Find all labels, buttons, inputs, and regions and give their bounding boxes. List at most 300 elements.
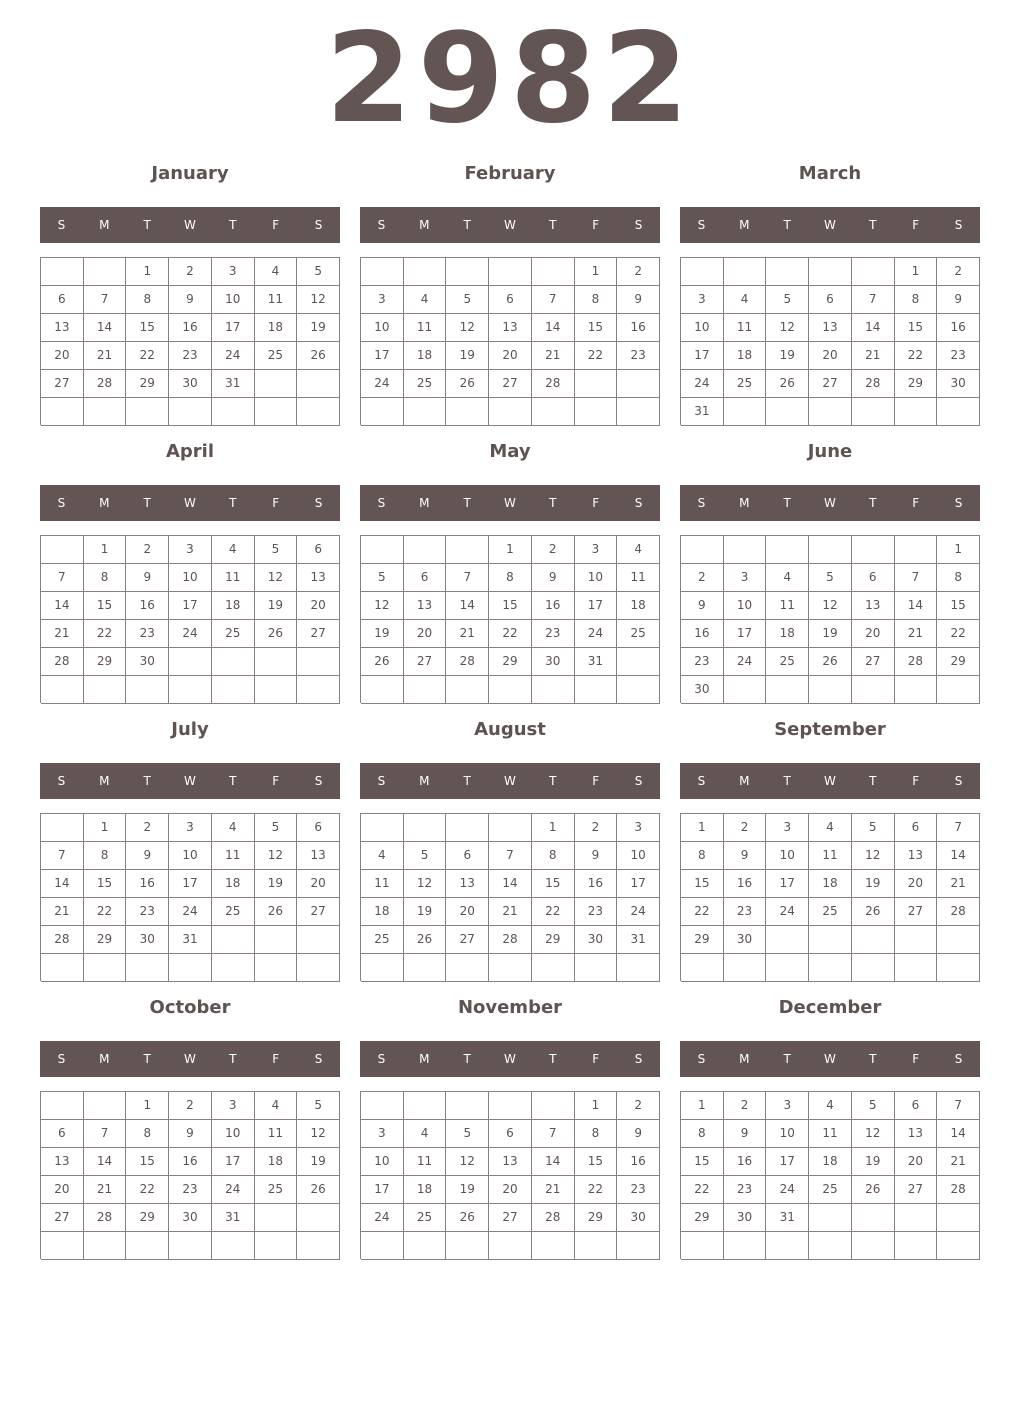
day-cell [809,258,852,286]
day-cell: 3 [724,564,767,592]
day-cell: 8 [532,842,575,870]
day-cell: 9 [575,842,618,870]
day-cell: 8 [84,564,127,592]
day-cell [169,398,212,426]
weekday-label: M [739,218,750,232]
month-name: December [778,997,882,1018]
day-cell: 2 [169,258,212,286]
day-cell [361,536,404,564]
day-cell: 26 [404,926,447,954]
day-cell: 23 [724,1176,767,1204]
weekday-label: F [272,218,280,232]
day-cell [212,648,255,676]
day-cell: 4 [404,1120,447,1148]
day-cell: 15 [575,314,618,342]
day-cell: 7 [937,814,980,842]
day-cell: 2 [617,258,660,286]
day-cell: 23 [575,898,618,926]
day-cell [766,676,809,704]
day-cell [532,398,575,426]
weekday-label: F [272,1052,280,1066]
day-cell: 10 [724,592,767,620]
day-cell [532,676,575,704]
day-cell: 15 [489,592,532,620]
day-grid [360,1091,660,1259]
day-cell: 3 [212,1092,255,1120]
day-cell [895,926,938,954]
day-cell: 10 [169,842,212,870]
month-name: April [165,441,215,462]
day-cell [937,1232,980,1260]
day-cell: 11 [724,314,767,342]
day-cell: 20 [852,620,895,648]
day-cell: 20 [895,1148,938,1176]
weekday-label: T [869,496,877,510]
day-cell [532,1232,575,1260]
day-cell [532,1092,575,1120]
day-cell: 16 [617,1148,660,1176]
day-cell: 30 [575,926,618,954]
day-cell [404,814,447,842]
day-cell: 28 [84,370,127,398]
day-cell: 23 [724,898,767,926]
day-cell: 4 [212,814,255,842]
day-cell: 24 [681,370,724,398]
day-cell: 4 [809,1092,852,1120]
month-name: June [807,441,853,462]
day-cell: 8 [937,564,980,592]
day-cell: 28 [852,370,895,398]
day-cell: 4 [404,286,447,314]
day-cell: 20 [489,342,532,370]
day-cell: 22 [575,342,618,370]
day-cell: 28 [895,648,938,676]
day-cell [809,676,852,704]
day-cell: 20 [297,870,340,898]
day-cell: 5 [852,814,895,842]
day-cell: 22 [681,1176,724,1204]
day-cell [617,676,660,704]
day-grid [680,813,980,981]
day-cell: 18 [617,592,660,620]
day-grid [40,257,340,425]
weekday-label: W [504,496,516,510]
day-cell [404,536,447,564]
day-cell [532,954,575,982]
day-cell: 13 [41,314,84,342]
weekday-label: F [592,774,600,788]
day-cell: 15 [532,870,575,898]
day-cell [895,398,938,426]
weekday-label: S [954,496,963,510]
day-cell: 17 [212,1148,255,1176]
day-cell: 27 [404,648,447,676]
day-cell: 26 [255,898,298,926]
month-name: February [464,163,556,184]
day-cell: 25 [361,926,404,954]
day-cell: 26 [852,1176,895,1204]
day-cell [895,536,938,564]
weekday-label: T [549,774,557,788]
day-cell: 31 [766,1204,809,1232]
day-cell: 23 [126,620,169,648]
day-cell: 5 [809,564,852,592]
weekday-label: S [314,496,323,510]
day-cell: 25 [809,1176,852,1204]
day-cell: 5 [255,536,298,564]
day-cell [766,398,809,426]
day-cell: 21 [532,342,575,370]
day-cell [681,536,724,564]
day-cell [681,258,724,286]
day-cell: 11 [766,592,809,620]
day-cell: 12 [852,842,895,870]
day-cell: 13 [297,842,340,870]
day-cell: 6 [895,1092,938,1120]
weekday-label: S [697,218,706,232]
weekday-label: T [549,218,557,232]
day-cell: 28 [532,1204,575,1232]
day-cell: 20 [41,1176,84,1204]
day-cell: 14 [937,842,980,870]
day-cell [852,398,895,426]
weekday-header [360,207,660,243]
day-cell: 8 [895,286,938,314]
day-cell: 27 [297,620,340,648]
day-cell: 14 [852,314,895,342]
day-cell: 7 [84,1120,127,1148]
day-cell [255,648,298,676]
day-cell [809,1232,852,1260]
day-cell: 18 [724,342,767,370]
day-cell: 31 [575,648,618,676]
weekday-label: S [377,774,386,788]
weekday-label: M [739,496,750,510]
day-cell: 9 [126,842,169,870]
weekday-label: S [57,1052,66,1066]
day-cell [766,536,809,564]
day-cell [575,370,618,398]
day-cell [809,954,852,982]
day-cell: 19 [446,1176,489,1204]
day-cell [489,1232,532,1260]
weekday-header [680,207,980,243]
weekday-label: S [634,218,643,232]
day-cell: 2 [126,814,169,842]
day-cell: 7 [41,842,84,870]
weekday-label: F [272,774,280,788]
day-cell [255,676,298,704]
day-cell: 29 [937,648,980,676]
day-cell [937,926,980,954]
day-cell: 19 [766,342,809,370]
weekday-label: W [184,496,196,510]
day-cell: 23 [169,342,212,370]
day-cell: 27 [489,370,532,398]
day-cell [489,258,532,286]
weekday-header [680,1041,980,1077]
day-cell: 11 [404,314,447,342]
day-cell [255,1232,298,1260]
day-cell: 9 [169,1120,212,1148]
day-cell [404,398,447,426]
day-cell: 16 [724,870,767,898]
weekday-label: T [783,774,791,788]
day-cell [852,954,895,982]
day-cell: 13 [852,592,895,620]
day-cell [446,398,489,426]
day-cell: 11 [617,564,660,592]
day-cell [297,370,340,398]
weekday-label: W [184,218,196,232]
day-cell: 26 [297,1176,340,1204]
day-cell [724,954,767,982]
day-cell: 6 [404,564,447,592]
day-cell: 25 [809,898,852,926]
day-cell [361,1232,404,1260]
day-cell: 8 [489,564,532,592]
day-cell [724,398,767,426]
month-july [40,714,340,992]
day-cell: 4 [255,1092,298,1120]
day-cell: 26 [809,648,852,676]
day-cell: 12 [255,564,298,592]
day-cell: 10 [212,1120,255,1148]
day-cell [617,954,660,982]
weekday-label: M [419,496,430,510]
day-cell: 5 [852,1092,895,1120]
month-february [360,158,660,436]
weekday-label: S [314,1052,323,1066]
month-january [40,158,340,436]
day-cell [126,398,169,426]
day-cell: 13 [297,564,340,592]
day-cell: 1 [126,1092,169,1120]
weekday-label: S [697,774,706,788]
day-cell [297,1204,340,1232]
weekday-label: M [739,774,750,788]
weekday-label: M [419,774,430,788]
day-cell: 18 [404,1176,447,1204]
day-cell: 18 [255,314,298,342]
day-cell: 29 [575,1204,618,1232]
day-cell: 14 [41,592,84,620]
day-cell: 29 [84,926,127,954]
day-cell: 8 [84,842,127,870]
day-cell [212,954,255,982]
day-cell: 21 [84,342,127,370]
day-cell [212,1232,255,1260]
day-cell: 28 [41,926,84,954]
day-cell: 4 [617,536,660,564]
day-cell: 21 [532,1176,575,1204]
day-cell: 25 [255,1176,298,1204]
weekday-label: T [229,218,237,232]
day-cell: 24 [617,898,660,926]
day-cell: 19 [446,342,489,370]
weekday-label: T [143,774,151,788]
day-cell: 12 [297,286,340,314]
weekday-label: W [184,774,196,788]
day-cell: 30 [681,676,724,704]
weekday-label: F [912,218,920,232]
day-cell: 8 [575,286,618,314]
day-cell: 9 [724,842,767,870]
day-cell: 23 [126,898,169,926]
month-name: October [149,997,231,1018]
day-cell: 15 [681,1148,724,1176]
day-cell [937,1204,980,1232]
day-cell: 29 [126,1204,169,1232]
day-cell: 8 [575,1120,618,1148]
day-cell [575,398,618,426]
day-cell: 6 [809,286,852,314]
weekday-label: S [634,496,643,510]
day-cell: 12 [809,592,852,620]
day-cell: 20 [895,870,938,898]
day-cell: 8 [126,1120,169,1148]
day-cell: 10 [169,564,212,592]
day-cell [41,1232,84,1260]
day-cell: 13 [446,870,489,898]
day-cell: 5 [297,1092,340,1120]
weekday-label: M [99,1052,110,1066]
day-cell: 31 [681,398,724,426]
day-cell [126,676,169,704]
day-cell: 13 [489,1148,532,1176]
day-cell: 28 [489,926,532,954]
weekday-header [40,207,340,243]
day-cell: 16 [169,1148,212,1176]
day-cell: 19 [809,620,852,648]
weekday-header [40,763,340,799]
day-cell [297,1232,340,1260]
day-cell: 22 [532,898,575,926]
day-cell: 9 [724,1120,767,1148]
day-cell: 21 [937,1148,980,1176]
day-cell: 19 [361,620,404,648]
day-cell [766,258,809,286]
day-cell: 12 [404,870,447,898]
day-cell [126,1232,169,1260]
weekday-label: T [783,1052,791,1066]
day-cell: 24 [169,898,212,926]
day-cell: 17 [617,870,660,898]
day-cell: 1 [575,258,618,286]
weekday-label: T [463,496,471,510]
day-cell [212,676,255,704]
day-cell: 16 [575,870,618,898]
weekday-label: W [824,1052,836,1066]
day-cell: 5 [361,564,404,592]
day-cell [404,954,447,982]
day-cell: 28 [532,370,575,398]
day-cell: 30 [724,1204,767,1232]
day-cell: 16 [126,870,169,898]
day-cell: 13 [809,314,852,342]
day-cell: 27 [41,1204,84,1232]
day-cell [575,676,618,704]
month-april [40,436,340,714]
day-grid [360,535,660,703]
day-cell: 12 [297,1120,340,1148]
day-cell: 15 [681,870,724,898]
day-cell: 18 [404,342,447,370]
day-cell [532,258,575,286]
year-title: 2982 [325,7,695,151]
day-cell: 19 [297,1148,340,1176]
day-cell [361,814,404,842]
day-cell [681,1232,724,1260]
day-cell [766,1232,809,1260]
day-grid [680,1091,980,1259]
day-cell [361,1092,404,1120]
weekday-label: T [143,1052,151,1066]
day-cell [895,954,938,982]
weekday-label: T [869,218,877,232]
day-cell [575,954,618,982]
day-cell [852,1232,895,1260]
day-cell: 7 [446,564,489,592]
month-may [360,436,660,714]
day-cell [297,954,340,982]
day-cell: 26 [255,620,298,648]
day-cell: 24 [212,1176,255,1204]
day-cell: 7 [84,286,127,314]
weekday-label: W [184,1052,196,1066]
day-cell: 17 [169,870,212,898]
day-cell: 21 [84,1176,127,1204]
day-cell: 3 [681,286,724,314]
day-cell: 7 [532,1120,575,1148]
day-cell: 17 [361,1176,404,1204]
day-cell: 31 [617,926,660,954]
day-cell: 3 [361,286,404,314]
day-cell: 24 [169,620,212,648]
day-cell: 21 [489,898,532,926]
day-cell: 25 [404,370,447,398]
day-cell: 16 [617,314,660,342]
day-cell [41,258,84,286]
weekday-label: F [592,1052,600,1066]
day-cell: 12 [766,314,809,342]
day-cell: 15 [84,870,127,898]
weekday-label: F [912,1052,920,1066]
weekday-label: S [57,774,66,788]
day-cell: 8 [681,1120,724,1148]
day-grid [40,1091,340,1259]
day-cell [617,398,660,426]
weekday-label: T [229,496,237,510]
day-cell [255,370,298,398]
weekday-label: M [419,218,430,232]
weekday-label: S [377,496,386,510]
day-cell [446,676,489,704]
day-cell [361,676,404,704]
day-cell: 20 [404,620,447,648]
day-cell: 14 [41,870,84,898]
day-cell: 24 [724,648,767,676]
day-cell: 15 [895,314,938,342]
day-cell: 15 [937,592,980,620]
day-cell: 20 [297,592,340,620]
day-cell: 22 [84,898,127,926]
day-cell: 2 [681,564,724,592]
weekday-label: T [463,1052,471,1066]
weekday-label: T [549,1052,557,1066]
day-cell: 27 [489,1204,532,1232]
day-cell: 7 [41,564,84,592]
